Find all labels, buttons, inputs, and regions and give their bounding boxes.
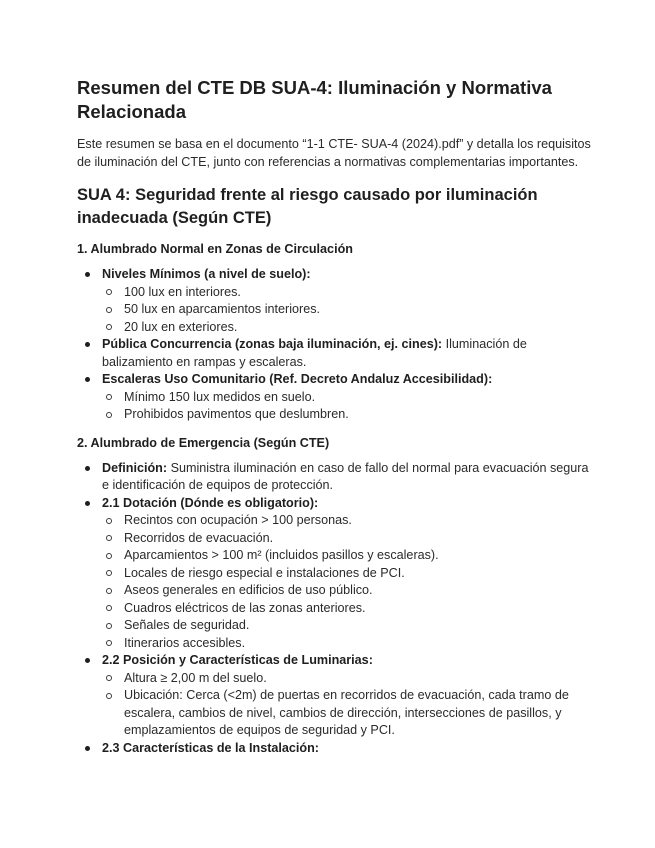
hollow-bullet-icon bbox=[106, 553, 112, 559]
sub-list-item bbox=[102, 284, 595, 302]
list-item-label: 2.1 Dotación (Dónde es obligatorio): bbox=[102, 495, 319, 510]
bullet-icon bbox=[85, 466, 90, 471]
sub-list-item-text: Prohibidos pavimentos que deslumbren. bbox=[124, 407, 349, 421]
bullet-icon bbox=[85, 377, 90, 382]
sub-list-item bbox=[102, 565, 595, 583]
hollow-bullet-icon bbox=[106, 394, 112, 400]
hollow-bullet-icon bbox=[106, 605, 112, 611]
hollow-bullet-icon bbox=[106, 518, 112, 524]
hollow-bullet-icon bbox=[106, 588, 112, 594]
list-item-label: Pública Concurrencia (zonas baja iluminación, ej. cines): bbox=[102, 337, 443, 351]
sub-list-item-text: Mínimo 150 lux medidos en suelo. bbox=[124, 389, 316, 404]
hollow-bullet-icon bbox=[106, 324, 112, 330]
sub-list-item bbox=[102, 687, 595, 740]
hollow-bullet-icon bbox=[106, 570, 112, 576]
hollow-bullet-icon bbox=[106, 640, 112, 646]
sub-list-item-text: 50 lux en aparcamientos interiores. bbox=[124, 302, 321, 316]
sub-list-item-text: Aparcamientos > 100 m² (incluidos pasillos y escaleras). bbox=[124, 548, 439, 562]
sub-list-item bbox=[102, 600, 595, 618]
sub-list bbox=[102, 670, 595, 740]
sub-list-item-text: 20 lux en exteriores. bbox=[124, 319, 238, 334]
sub-list-item-text: Altura ≥ 2,00 m del suelo. bbox=[124, 670, 267, 685]
list-item bbox=[77, 740, 595, 758]
list-item bbox=[77, 495, 595, 653]
sub-list-item bbox=[102, 582, 595, 600]
sub-list-item-text: Ubicación: Cerca (<2m) de puertas en recorridos de evacuación, cada tramo de escalera, cambios de nivel, cambios de dirección, intersecciones de pasillos, y emplazamientos de equipos de seguridad y PCI. bbox=[124, 688, 569, 737]
sub-list-item bbox=[102, 319, 595, 337]
list-item bbox=[77, 371, 595, 424]
sub-list-item bbox=[102, 635, 595, 653]
list-item-text: Iluminación de balizamiento en rampas y escaleras. bbox=[102, 337, 527, 369]
subsection-1-list bbox=[77, 266, 595, 424]
hollow-bullet-icon bbox=[106, 675, 112, 681]
sub-list-item bbox=[102, 512, 595, 530]
list-item-label: 2.2 Posición y Características de Luminarias: bbox=[102, 653, 373, 667]
intro-paragraph: Este resumen se basa en el documento “1-1 CTE- SUA-4 (2024).pdf” y detalla los requisitos de iluminación del CTE, junto con referencias a normativas complementarias importantes. bbox=[77, 137, 591, 169]
subsection-2-heading: 2. Alumbrado de Emergencia (Según CTE) bbox=[77, 435, 330, 450]
sub-list-item bbox=[102, 406, 595, 424]
sub-list-item bbox=[102, 530, 595, 548]
bullet-icon bbox=[85, 658, 90, 663]
sub-list-item bbox=[102, 547, 595, 565]
sub-list-item-text: Recorridos de evacuación. bbox=[124, 530, 274, 545]
sub-list-item-text: Itinerarios accesibles. bbox=[124, 635, 246, 650]
sub-list-item-text: Cuadros eléctricos de las zonas anteriores. bbox=[124, 600, 366, 615]
sub-list-item-text: Recintos con ocupación > 100 personas. bbox=[124, 513, 352, 527]
hollow-bullet-icon bbox=[106, 623, 112, 629]
subsection-1-heading: 1. Alumbrado Normal en Zonas de Circulación bbox=[77, 242, 353, 256]
sub-list-item bbox=[102, 670, 595, 688]
document-title: Resumen del CTE DB SUA-4: Iluminación y Normativa Relacionada bbox=[77, 77, 552, 122]
list-item bbox=[77, 336, 595, 371]
sub-list-item-text: 100 lux en interiores. bbox=[124, 284, 241, 299]
sub-list-item-text: Aseos generales en edificios de uso público. bbox=[124, 583, 373, 597]
hollow-bullet-icon bbox=[106, 693, 112, 699]
sub-list-item bbox=[102, 617, 595, 635]
hollow-bullet-icon bbox=[106, 289, 112, 295]
list-item-text: Suministra iluminación en caso de fallo del normal para evacuación segura e identificación de equipos de protección. bbox=[102, 460, 589, 492]
list-item-label: Definición: bbox=[102, 460, 168, 475]
bullet-icon bbox=[85, 746, 90, 751]
bullet-icon bbox=[85, 342, 90, 347]
sub-list-item-text: Locales de riesgo especial e instalaciones de PCI. bbox=[124, 565, 405, 580]
hollow-bullet-icon bbox=[106, 535, 112, 541]
list-item-label: Niveles Mínimos (a nivel de suelo): bbox=[102, 267, 311, 281]
bullet-icon bbox=[85, 272, 90, 277]
hollow-bullet-icon bbox=[106, 307, 112, 313]
list-item bbox=[77, 266, 595, 336]
list-item bbox=[77, 652, 595, 740]
bullet-icon bbox=[85, 501, 90, 506]
list-item bbox=[77, 460, 595, 495]
section-heading: SUA 4: Seguridad frente al riesgo causado por iluminación inadecuada (Según CTE) bbox=[77, 186, 538, 227]
list-item-label: 2.3 Características de la Instalación: bbox=[102, 740, 319, 755]
sub-list bbox=[102, 284, 595, 337]
subsection-2-list bbox=[77, 460, 595, 758]
sub-list bbox=[102, 512, 595, 652]
hollow-bullet-icon bbox=[106, 412, 112, 418]
sub-list-item-text: Señales de seguridad. bbox=[124, 618, 250, 632]
sub-list-item bbox=[102, 301, 595, 319]
sub-list-item bbox=[102, 389, 595, 407]
sub-list bbox=[102, 389, 595, 424]
list-item-label: Escaleras Uso Comunitario (Ref. Decreto Andaluz Accesibilidad): bbox=[102, 372, 493, 386]
